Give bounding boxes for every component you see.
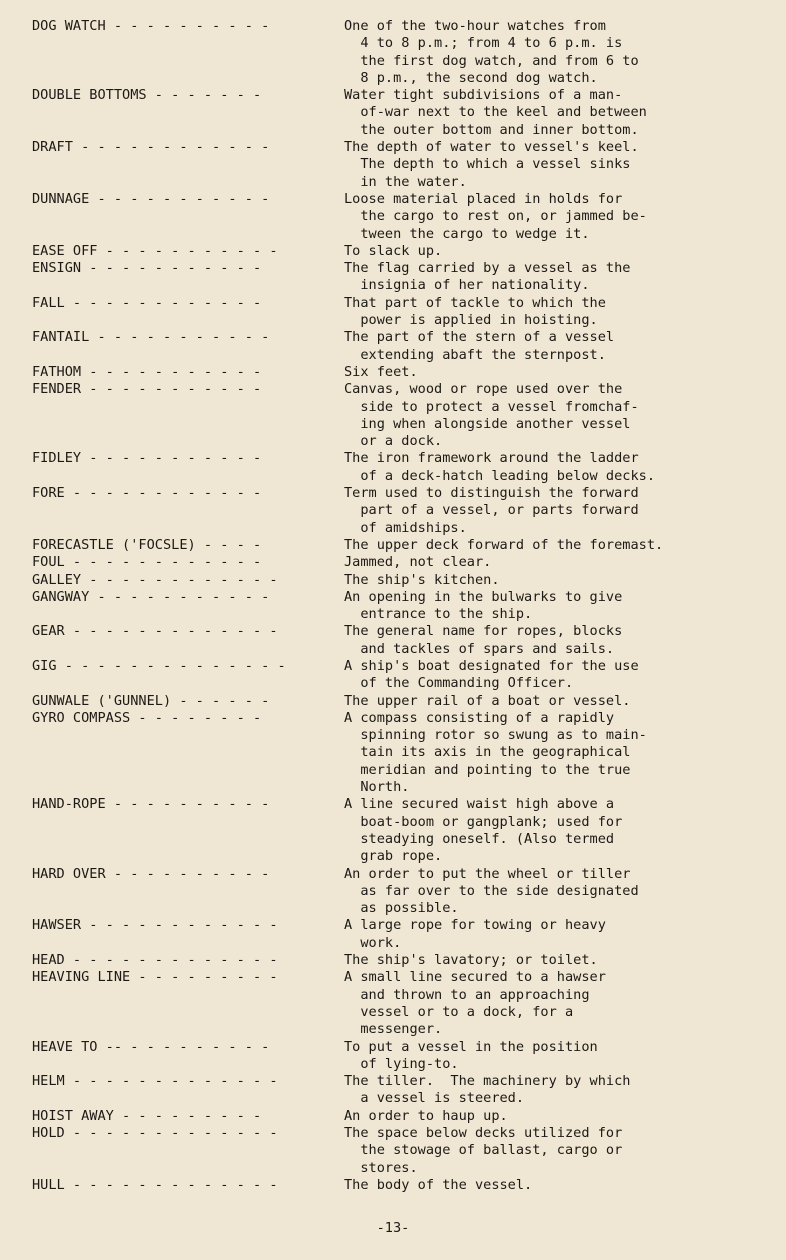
glossary-entry <box>32 866 786 918</box>
glossary-term: HAND-ROPE - - - - - - - - - - <box>32 796 270 813</box>
glossary-list <box>32 18 786 1194</box>
glossary-definition: A small line secured to a hawser and thrown to an approaching vessel or to a dock, for a messenger. <box>344 969 606 1038</box>
glossary-definition: To put a vessel in the position of lying-to. <box>344 1038 598 1072</box>
glossary-definition: The tiller. The machinery by which a vessel is steered. <box>344 1073 631 1107</box>
glossary-definition: A ship's boat designated for the use of the Commanding Officer. <box>344 657 639 692</box>
glossary-term: GUNWALE ('GUNNEL) - - - - - - <box>32 692 270 709</box>
glossary-definition: Jammed, not clear. <box>344 554 492 571</box>
glossary-entry <box>32 243 786 260</box>
glossary-definition: Canvas, wood or rope used over the side to protect a vessel fromchaf- ing when alongside another vessel or a dock. <box>344 381 639 450</box>
glossary-term: HEAVE TO -- - - - - - - - - - <box>32 1038 270 1055</box>
glossary-term: FATHOM - - - - - - - - - - - <box>32 363 262 380</box>
glossary-term: GEAR - - - - - - - - - - - - - <box>32 623 278 640</box>
glossary-entry <box>32 18 786 87</box>
glossary-definition: An opening in the bulwarks to give entrance to the ship. <box>344 588 623 623</box>
glossary-definition: The depth of water to vessel's keel. The depth to which a vessel sinks in the water. <box>344 139 639 190</box>
glossary-entry <box>32 554 786 571</box>
glossary-term: DOG WATCH - - - - - - - - - - <box>32 18 270 34</box>
glossary-entry <box>32 450 786 485</box>
glossary-definition: The iron framework around the ladder of a deck-hatch leading below decks. <box>344 450 655 484</box>
glossary-term: DUNNAGE - - - - - - - - - - - <box>32 190 270 207</box>
glossary-definition: A compass consisting of a rapidly spinning rotor so swung as to main- tain its axis in the geographical meridian and pointing to the true North. <box>344 709 647 796</box>
glossary-definition: One of the two-hour watches from 4 to 8 p.m.; from 4 to 6 p.m. is the first dog watch, and from 6 to 8 p.m., the second dog watch. <box>344 18 639 86</box>
glossary-definition: The space below decks utilized for the stowage of ballast, cargo or stores. <box>344 1125 623 1176</box>
glossary-term: GALLEY - - - - - - - - - - - - <box>32 571 278 588</box>
glossary-entry <box>32 139 786 191</box>
glossary-entry <box>32 295 786 330</box>
glossary-term: FANTAIL - - - - - - - - - - - <box>32 329 270 346</box>
glossary-entry <box>32 623 786 658</box>
glossary-term: DRAFT - - - - - - - - - - - - <box>32 139 270 156</box>
glossary-term: EASE OFF - - - - - - - - - - - <box>32 242 278 259</box>
glossary-definition: The upper rail of a boat or vessel. <box>344 692 631 709</box>
glossary-term: FENDER - - - - - - - - - - - <box>32 381 262 398</box>
glossary-term: FORECASTLE ('FOCSLE) - - - - <box>32 536 262 553</box>
glossary-definition: To slack up. <box>344 242 443 259</box>
glossary-entry <box>32 381 786 450</box>
glossary-entry <box>32 1039 786 1074</box>
glossary-term: FALL - - - - - - - - - - - - <box>32 294 262 311</box>
glossary-entry <box>32 693 786 710</box>
glossary-definition: An order to haup up. <box>344 1107 508 1124</box>
glossary-entry <box>32 537 786 554</box>
glossary-term: HOIST AWAY - - - - - - - - - <box>32 1107 262 1124</box>
glossary-term: DOUBLE BOTTOMS - - - - - - - <box>32 87 262 104</box>
glossary-entry <box>32 589 786 624</box>
glossary-entry <box>32 952 786 969</box>
glossary-entry <box>32 710 786 796</box>
glossary-entry <box>32 87 786 139</box>
glossary-definition: The ship's lavatory; or toilet. <box>344 952 598 969</box>
glossary-entry <box>32 969 786 1038</box>
glossary-entry <box>32 364 786 381</box>
glossary-definition: A large rope for towing or heavy work. <box>344 917 606 951</box>
glossary-term: HULL - - - - - - - - - - - - - <box>32 1176 278 1193</box>
glossary-term: HELM - - - - - - - - - - - - - <box>32 1073 278 1090</box>
glossary-entry <box>32 572 786 589</box>
glossary-term: HOLD - - - - - - - - - - - - - <box>32 1125 278 1141</box>
glossary-definition: A line secured waist high above a boat-boom or gangplank; used for steadying oneself. (Also termed grab rope. <box>344 796 623 865</box>
glossary-entry <box>32 191 786 243</box>
glossary-term: FOUL - - - - - - - - - - - - <box>32 554 262 571</box>
glossary-entry <box>32 329 786 364</box>
glossary-entry <box>32 917 786 952</box>
glossary-entry <box>32 1177 786 1194</box>
glossary-entry <box>32 485 786 537</box>
glossary-entry <box>32 1125 786 1177</box>
glossary-entry <box>32 260 786 295</box>
glossary-term: GANGWAY - - - - - - - - - - - <box>32 588 270 605</box>
page-number: -13- <box>376 1220 410 1236</box>
glossary-term: FIDLEY - - - - - - - - - - - <box>32 450 262 467</box>
glossary-entry <box>32 1073 786 1108</box>
glossary-definition: An order to put the wheel or tiller as far over to the side designated as possible. <box>344 865 639 917</box>
glossary-term: HEAVING LINE - - - - - - - - - <box>32 969 278 986</box>
glossary-definition: Term used to distinguish the forward part of a vessel, or parts forward of amidships. <box>344 485 639 536</box>
glossary-definition: The body of the vessel. <box>344 1176 533 1193</box>
glossary-entry <box>32 796 786 865</box>
glossary-definition: The flag carried by a vessel as the insignia of her nationality. <box>344 260 631 294</box>
glossary-definition: Water tight subdivisions of a man- of-war next to the keel and between the outer bottom and inner bottom. <box>344 87 647 138</box>
glossary-definition: The ship's kitchen. <box>344 571 500 588</box>
glossary-definition: Loose material placed in holds for the cargo to rest on, or jammed be- tween the cargo to wedge it. <box>344 190 647 242</box>
glossary-definition: Six feet. <box>344 363 418 380</box>
glossary-term: HAWSER - - - - - - - - - - - - <box>32 917 278 934</box>
glossary-entry <box>32 658 786 693</box>
glossary-definition: That part of tackle to which the power is applied in hoisting. <box>344 294 606 329</box>
glossary-definition: The upper deck forward of the foremast. <box>344 536 664 553</box>
glossary-entry <box>32 1108 786 1125</box>
glossary-term: GIG - - - - - - - - - - - - - - <box>32 657 286 674</box>
glossary-definition: The part of the stern of a vessel extending abaft the sternpost. <box>344 329 615 363</box>
glossary-term: ENSIGN - - - - - - - - - - - <box>32 260 262 277</box>
glossary-term: GYRO COMPASS - - - - - - - - <box>32 709 262 726</box>
glossary-term: HEAD - - - - - - - - - - - - - <box>32 952 278 969</box>
glossary-definition: The general name for ropes, blocks and tackles of spars and sails. <box>344 623 623 657</box>
glossary-term: FORE - - - - - - - - - - - - <box>32 485 262 502</box>
glossary-term: HARD OVER - - - - - - - - - - <box>32 865 270 882</box>
